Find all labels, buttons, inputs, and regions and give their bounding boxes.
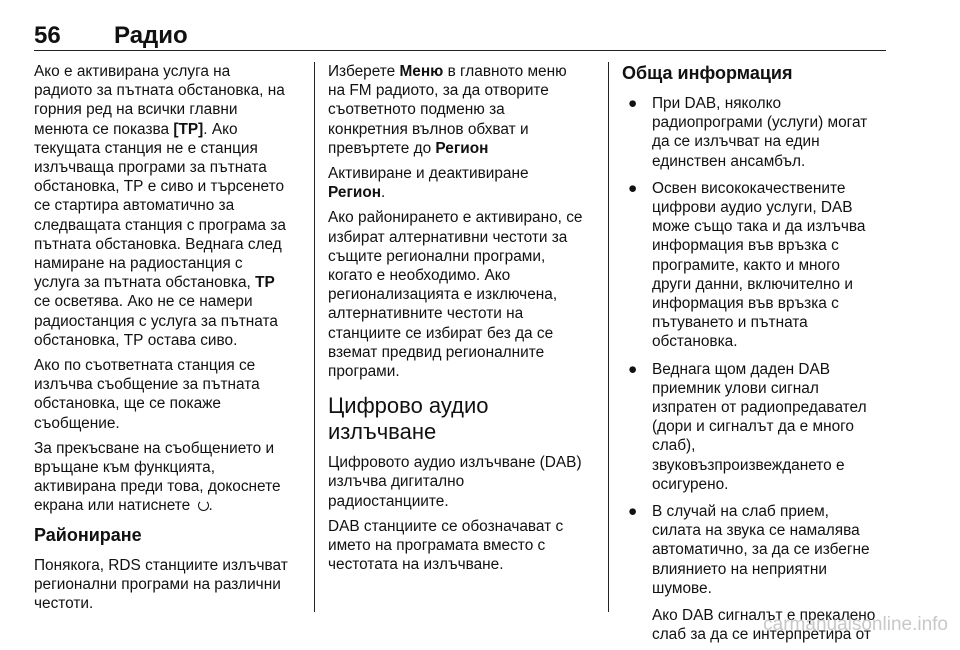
page-number: 56 <box>34 22 61 49</box>
bullet-icon: ● <box>628 95 638 112</box>
region-label: Регион <box>435 139 489 157</box>
list-item: ● В случай на слаб прием, силата на звука се намалява автоматично, за да се избегне влиянието на неприятни шумове. <box>628 503 870 597</box>
list-item: ● Веднага щом даден DAB приемник улови сигнал изпратен от радиопредавател (дори и сигналът да е много слаб), звуковъзпроизвеждането е осигурено. <box>628 360 867 493</box>
paragraph-dab-intro: Цифровото аудио излъчване (DAB) излъчва дигитално радиостанциите. <box>328 454 582 510</box>
info-bullet-list <box>622 94 886 598</box>
tp-indicator: [TP] <box>173 120 204 138</box>
watermark: carmanualsonline.info <box>763 614 948 635</box>
paragraph-activate: Активиране и деактивиране Регион. <box>328 165 529 202</box>
region-label: Регион <box>328 184 382 202</box>
heading-dab: Цифрово аудио излъчване <box>328 393 489 445</box>
paragraph-select-menu: Изберете Меню в главното меню на FM радиото, за да отворите съответното подменю за конкретния вълнов обхват и превъртете до Регион <box>328 63 567 157</box>
column-right <box>622 62 886 650</box>
list-item: ● Освен висококачествените цифрови аудио услуги, DAB може също така и да излъчва информация във връзка с програмите, както и много други данни, включително и информация във връзка с пътуването и пътната обстановка. <box>628 179 866 351</box>
paragraph-announcement: Ако по съответната станция се излъчва съобщение за пътната обстановка, ще се покаже съобщение. <box>34 357 260 432</box>
paragraph-dab-stations: DAB станциите се обозначават с името на програмата вместо с честотата на излъчване. <box>328 517 564 574</box>
paragraph-rds: Понякога, RDS станциите излъчват регионални програми на различни честоти. <box>34 556 288 613</box>
bullet-icon: ● <box>628 179 638 197</box>
column-middle <box>328 62 596 580</box>
power-icon <box>198 500 209 511</box>
bullet-icon: ● <box>628 360 638 378</box>
section-title: Радио <box>114 22 188 49</box>
paragraph-interrupt: За прекъсване на съобщението и връщане към функцията, активирана преди това, докоснете екрана или натиснете . <box>34 439 281 515</box>
paragraph-regionalization-on: Ако районирането е активирано, се избират алтернативни честоти за същите регионални програми, когато е необходимо. Ако регионализацията е изключена, алтернативните честоти на станциите се избират без да се вземат предвид регионалните програми. <box>328 209 583 381</box>
heading-general-info: Обща информация <box>622 63 793 83</box>
paragraph-tp-service: Ако е активирана услуга на радиото за пътната обстановка, на горния ред на всички главни менюта се показва [TP]. Ако текущата станция не е станция излъчваща програми за пътната обстановка, ТР е сиво и търсенето се стартира автоматично за следващата станция с програма за пътната обстановка. Веднага след намиране на радиостанция с услуга за пътната обстановка, TP се осветява. Ако не се намери радиостанция с услуга за пътната обстановка, ТР остава сиво. <box>34 63 286 349</box>
paragraph-weak-signal: Ако DAB сигналът е прекалено слаб за да се интерпретира от <box>652 607 876 644</box>
column-divider <box>608 62 609 612</box>
heading-regionalization: Райониране <box>34 524 142 545</box>
menu-label: Меню <box>399 63 444 80</box>
bullet-icon: ● <box>628 503 638 521</box>
column-left <box>34 62 296 619</box>
header-rule <box>34 50 886 51</box>
list-item: ● При DAB, няколко радиопрограми (услуги) могат да се излъчват на един единствен ансамбъл. <box>628 95 868 170</box>
tp-indicator: TP <box>255 274 275 292</box>
column-divider <box>314 62 315 612</box>
